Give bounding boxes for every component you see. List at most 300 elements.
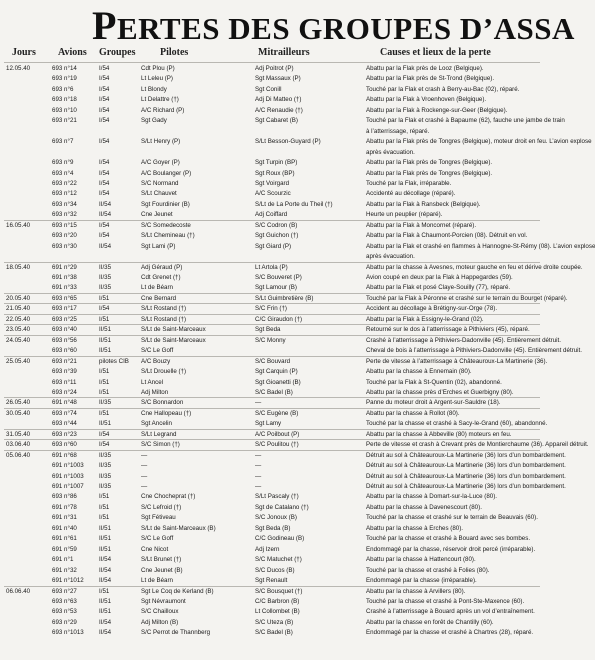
cell-cause: Abattu par la chasse à Erches (80). xyxy=(366,524,463,532)
cell-groupe: II/54 xyxy=(99,629,112,637)
cell-groupe: II/35 xyxy=(99,399,112,407)
cell-cause: Détruit au sol à Châteauroux-La Martinerie (36) lors d’un bombardement. xyxy=(366,462,566,470)
table-row xyxy=(0,357,548,366)
cell-groupe: I/54 xyxy=(99,117,110,125)
cell-mitrailleur: Sgt Voirgard xyxy=(255,179,290,187)
cell-cause: Abattu par la Flak à Vroenhoven (Belgique). xyxy=(366,96,487,104)
cell-avion: 691 n°32 xyxy=(52,566,77,574)
cell-cause: Détruit au sol à Châteauroux-La Martinerie (36) lors d’un bombardement. xyxy=(366,483,566,490)
cell-mitrailleur: S/C Bouvard xyxy=(255,357,291,365)
cell-pilote: Cne Jeunet (B) xyxy=(141,566,183,574)
cell-groupe: II/35 xyxy=(99,451,112,459)
cell-cause: Endommagé par la chasse, réservoir droit percé (irréparable). xyxy=(366,545,536,553)
cell-cause: Crashé à l’atterrissage à Pithiviers-Dadonville (45). Entièrement détruit. xyxy=(366,336,561,344)
cell-avion: 693 n°44 xyxy=(52,420,77,428)
cell-mitrailleur: S/C Matuchet (†) xyxy=(255,556,302,564)
cell-cause: Abattu par la Flak à Chaumont-Porcien (08). Détruit en vol. xyxy=(366,232,528,240)
cell-pilote: Cdt Plou (P) xyxy=(141,65,175,72)
table-row xyxy=(0,95,540,104)
cell-pilote: Lt Delattre (†) xyxy=(141,96,179,104)
cell-groupe: I/54 xyxy=(99,221,110,229)
table-row xyxy=(0,388,540,397)
table-row xyxy=(0,367,540,376)
cell-cause: Touché par la Flak et crashé à Bapaume (62), fauche une jambe de train xyxy=(366,117,565,125)
cell-cause: Endommagé par la chasse et crashé à Chartres (28), réparé. xyxy=(366,629,534,637)
table-row xyxy=(0,576,540,585)
cell-mitrailleur: Adj Di Matteo (†) xyxy=(255,96,302,104)
cell-avion: 691 n°61 xyxy=(52,535,77,543)
cell-pilote: A/C Boulanger (P) xyxy=(141,169,192,177)
cell-date: 26.05.40 xyxy=(6,399,31,407)
cell-avion: 691 n°38 xyxy=(52,274,77,281)
cell-cause: Abattu par la Flak près de Looz (Belgique). xyxy=(366,65,484,72)
cell-avion: 693 n°10 xyxy=(52,106,77,114)
cell-avion: 693 n°6 xyxy=(52,85,74,93)
table-row xyxy=(0,346,582,355)
cell-mitrailleur: — xyxy=(255,399,262,407)
cell-cause: Touché par la Flak, irréparable. xyxy=(366,179,452,187)
cell-avion: 691 n°1003 xyxy=(52,472,84,480)
cell-pilote: — xyxy=(141,483,148,490)
cell-pilote: Adj Milton (B) xyxy=(141,618,179,626)
cell-avion: 693 n°17 xyxy=(52,305,77,313)
table-row xyxy=(0,492,540,501)
cell-avion: 691 n°68 xyxy=(52,451,77,459)
cell-cause: Abattu par la chasse à Arvillers (80). xyxy=(366,587,466,595)
table-row xyxy=(0,430,540,439)
cell-groupe: I/54 xyxy=(99,305,110,313)
cell-pilote: S/C Simon (†) xyxy=(141,441,180,449)
cell-cause: Abattu par la Flak à Rockenge-sur-Geer (Belgique). xyxy=(366,106,508,114)
cell-date: 25.05.40 xyxy=(6,357,31,365)
cell-groupe: I/54 xyxy=(99,96,110,104)
cell-pilote: Sgt Lami (P) xyxy=(141,242,176,250)
cell-avion: 693 n°86 xyxy=(52,493,77,501)
cell-pilote: S/C Le Goff xyxy=(141,535,174,543)
table-row xyxy=(0,618,540,627)
cell-pilote: S/Lt Rostand (†) xyxy=(141,305,187,313)
cell-cause: Détruit au sol à Châteauroux-La Martinerie (36) lors d’un bombardement. xyxy=(366,472,566,480)
table-row xyxy=(0,398,540,407)
cell-pilote: Lt Ancel xyxy=(141,378,164,386)
cell-avion: 691 n°33 xyxy=(52,284,77,292)
table-row xyxy=(0,534,540,543)
cell-pilote: — xyxy=(141,462,148,470)
cell-cause: Touché par la chasse et crashé sur le terrain de Beauvais (60). xyxy=(366,514,538,522)
table-row xyxy=(0,273,540,282)
cell-groupe: II/51 xyxy=(99,326,112,334)
cell-groupe: II/54 xyxy=(99,577,112,585)
cell-avion: 693 n°32 xyxy=(52,211,77,219)
cell-mitrailleur: Sgt Giard (P) xyxy=(255,242,292,250)
cell-mitrailleur: Sgt Beda xyxy=(255,326,281,334)
cell-mitrailleur: Sgt Roux (BP) xyxy=(255,169,295,177)
cell-mitrailleur: Lt Artola (P) xyxy=(255,263,288,271)
cell-groupe: I/51 xyxy=(99,368,110,376)
cell-cause: Abattu par la Flak à Ransbeck (Belgique). xyxy=(366,200,481,208)
cell-groupe: I/51 xyxy=(99,493,110,501)
cell-groupe: I/51 xyxy=(99,514,110,522)
cell-cause: Abattu par la chasse en forêt de Chantilly (60). xyxy=(366,618,494,626)
cell-groupe: I/51 xyxy=(99,503,110,511)
cell-pilote: S/Lt de Saint-Marceaux xyxy=(141,336,206,344)
cell-pilote: Cne Bernard xyxy=(141,294,177,302)
cell-mitrailleur: Sgt Lamy xyxy=(255,420,282,428)
cell-cause: Touché par la Flak et crash à Berry-au-Bac (02), réparé. xyxy=(366,85,520,93)
cell-mitrailleur: S/C Poulitou (†) xyxy=(255,441,299,449)
cell-avion: 691 n°29 xyxy=(52,263,77,271)
cell-pilote: A/C Goyer (P) xyxy=(141,159,180,167)
cell-groupe: I/54 xyxy=(99,106,110,114)
table-row xyxy=(0,74,540,83)
table-row xyxy=(0,513,540,522)
cell-groupe: II/51 xyxy=(99,608,112,616)
cell-avion: 693 n°29 xyxy=(52,618,77,626)
table-row xyxy=(0,566,540,575)
cell-mitrailleur: S/C Frin (†) xyxy=(255,305,287,313)
cell-avion: 693 n°23 xyxy=(52,430,77,438)
table-row xyxy=(0,137,592,146)
cell-groupe: I/54 xyxy=(99,85,110,93)
cell-cause: Accidenté au décollage (réparé). xyxy=(366,190,456,198)
table-row xyxy=(0,440,589,449)
cell-groupe: I/54 xyxy=(99,190,110,198)
cell-mitrailleur: S/C Monny xyxy=(255,336,286,344)
cell-mitrailleur: S/Lt Besson-Guyard (P) xyxy=(255,138,321,146)
cell-cause: après évacuation. xyxy=(366,148,415,156)
cell-groupe: II/54 xyxy=(99,556,112,564)
cell-mitrailleur: Adj Poitrot (P) xyxy=(255,65,294,72)
cell-groupe: II/51 xyxy=(99,336,112,344)
cell-cause: Accident au décollage à Brétigny-sur-Orge (78). xyxy=(366,305,498,313)
table-row xyxy=(0,158,540,167)
cell-cause: Abattu par la chasse à Ennemain (80). xyxy=(366,368,472,376)
cell-groupe: II/35 xyxy=(99,483,112,490)
cell-pilote: Lt de Béarn xyxy=(141,284,173,292)
cell-cause: Abattu par la Flak à Moncornet (réparé). xyxy=(366,221,477,229)
cell-groupe: II/35 xyxy=(99,284,112,292)
cell-mitrailleur: C/C Godineau (B) xyxy=(255,535,305,543)
cell-date: 18.05.40 xyxy=(6,263,31,271)
cell-cause: Abattu par la Flak près de Tongres (Belgique). xyxy=(366,159,493,167)
cell-groupe: II/54 xyxy=(99,200,112,208)
cell-pilote: S/Lt Henry (P) xyxy=(141,138,181,146)
cell-pilote: Cne Chocheprat (†) xyxy=(141,493,196,501)
cell-cause: Abattu par la Flak près de Tongres (Belgique). xyxy=(366,169,493,177)
cell-groupe: I/51 xyxy=(99,315,110,323)
table-row xyxy=(0,148,540,157)
cell-mitrailleur: A/C Renaudie (†) xyxy=(255,106,303,114)
cell-cause: Abattu par la chasse près d’Erches et Guerbigny (80). xyxy=(366,388,514,396)
cell-mitrailleur: A/C Scourzic xyxy=(255,190,291,198)
cell-date: 22.05.40 xyxy=(6,315,31,323)
header-pilote: Pilotes xyxy=(160,47,189,58)
cell-groupe: II/51 xyxy=(99,524,112,532)
table-row xyxy=(0,378,540,387)
cell-mitrailleur: S/C Uteza (B) xyxy=(255,618,294,626)
cell-groupe: I/54 xyxy=(99,159,110,167)
cell-cause: Touché par la Flak à St-Quentin (02), abandonné. xyxy=(366,378,502,386)
cell-pilote: S/Lt de Saint-Marceaux xyxy=(141,326,206,334)
cell-cause: Crashé à l’atterrissage à Bouard après un vol d’entraînement. xyxy=(366,608,535,616)
table-row xyxy=(0,116,565,125)
header-avion: Avions xyxy=(58,47,87,58)
table-row xyxy=(0,252,540,261)
cell-date: 30.05.40 xyxy=(6,409,31,417)
cell-avion: 693 n°1013 xyxy=(52,629,84,637)
table-row xyxy=(0,607,540,616)
cell-pilote: S/C Somedecoste xyxy=(141,221,191,229)
cell-mitrailleur: S/C Bouveret (P) xyxy=(255,274,302,281)
cell-mitrailleur: Lt Collombet (B) xyxy=(255,608,300,616)
cell-cause: Heurte un peuplier (réparé). xyxy=(366,211,443,219)
cell-pilote: Sgt Gady xyxy=(141,117,167,125)
cell-groupe: II/35 xyxy=(99,263,112,271)
header-mitrailleur: Mitrailleurs xyxy=(258,47,310,58)
cell-cause: Abattu par la Flak et crashé en flammes à Hannogne-St-Rémy (08). L’avion explose xyxy=(366,242,595,250)
table-row xyxy=(0,283,540,292)
cell-mitrailleur: S/C Bousquet (†) xyxy=(255,587,303,595)
table-row xyxy=(0,482,566,491)
cell-cause: Abattu par la chasse à Abbeville (80) moteurs en feu. xyxy=(366,430,512,438)
cell-cause: Abattu par la Flak et posé Claye-Souilly (77), réparé. xyxy=(366,284,511,292)
cell-mitrailleur: S/C Ducos (B) xyxy=(255,566,295,574)
cell-cause: Perte de vitesse et crash à Crevant près de Montierchaume (36). Appareil détruit. xyxy=(366,441,589,449)
cell-pilote: Cne Jeunet xyxy=(141,211,173,219)
cell-groupe: I/54 xyxy=(99,169,110,177)
cell-groupe: II/35 xyxy=(99,462,112,470)
cell-mitrailleur: Sgt Cabaret (B) xyxy=(255,117,298,125)
cell-groupe: I/54 xyxy=(99,232,110,240)
cell-mitrailleur: Adj Izern xyxy=(255,545,280,553)
cell-groupe: I/51 xyxy=(99,378,110,386)
table-row xyxy=(0,545,540,554)
cell-groupe: II/51 xyxy=(99,545,112,553)
cell-avion: 693 n°65 xyxy=(52,294,77,302)
table-row xyxy=(0,242,595,251)
cell-groupe: I/54 xyxy=(99,75,110,83)
cell-pilote: S/C Lefroid (†) xyxy=(141,503,182,511)
cell-date: 31.05.40 xyxy=(6,430,31,438)
cell-avion: 691 n°48 xyxy=(52,399,77,407)
cell-groupe: II/51 xyxy=(99,597,112,605)
header-divider xyxy=(4,62,540,63)
table-row xyxy=(0,555,540,564)
cell-avion: 693 n°53 xyxy=(52,608,77,616)
cell-pilote: Sgt Névraumont xyxy=(141,597,186,605)
table-row xyxy=(0,524,540,533)
cell-avion: 691 n°40 xyxy=(52,524,77,532)
cell-avion: 693 n°20 xyxy=(52,232,77,240)
cell-avion: 693 n°21 xyxy=(52,357,77,365)
page-title: PERTES DES GROUPES D’ASSA xyxy=(92,3,575,48)
cell-mitrailleur: S/Lt de La Porte du Theil (†) xyxy=(255,200,333,208)
cell-cause: Endommagé par la chasse (irréparable). xyxy=(366,577,477,585)
cell-mitrailleur: C/C Barbron (B) xyxy=(255,597,300,605)
cell-avion: 693 n°63 xyxy=(52,597,77,605)
cell-avion: 693 n°9 xyxy=(52,159,74,167)
cell-avion: 693 n°12 xyxy=(52,190,77,198)
cell-mitrailleur: Sgt Lamour (B) xyxy=(255,284,297,292)
cell-cause: Retourné sur le dos à l’atterrissage à Pithiviers (45), réparé. xyxy=(366,326,530,334)
cell-pilote: Sgt Fourdinier (B) xyxy=(141,200,190,208)
table-row xyxy=(0,294,568,303)
cell-mitrailleur: S/C Codron (B) xyxy=(255,221,298,229)
cell-date: 06.06.40 xyxy=(6,587,31,595)
table-row xyxy=(0,597,540,606)
cell-pilote: Sgt Ancelin xyxy=(141,420,172,428)
table-row xyxy=(0,336,561,345)
cell-avion: 693 n°18 xyxy=(52,96,77,104)
cell-pilote: S/Lt Chauvet xyxy=(141,190,177,198)
cell-avion: 693 n°34 xyxy=(52,200,77,208)
table-row xyxy=(0,231,540,240)
cell-avion: 693 n°39 xyxy=(52,368,77,376)
table-row xyxy=(0,210,540,219)
cell-cause: Abattu par la chasse à Avesnes, moteur gauche en feu et dérive droite coupée. xyxy=(366,263,583,271)
header-cause: Causes et lieux de la perte xyxy=(380,47,491,58)
cell-groupe: I/54 xyxy=(99,179,110,187)
cell-avion: 693 n°19 xyxy=(52,75,77,83)
cell-groupe: I/54 xyxy=(99,65,110,72)
cell-avion: 693 n°60 xyxy=(52,441,77,449)
cell-pilote: S/Lt Drouelle (†) xyxy=(141,368,187,376)
cell-avion: 693 n°27 xyxy=(52,587,77,595)
cell-pilote: A/C Richard (P) xyxy=(141,106,185,114)
cell-groupe: II/51 xyxy=(99,535,112,543)
cell-avion: 693 n°11 xyxy=(52,378,77,386)
header-groupe: Groupes xyxy=(99,47,136,58)
cell-avion: 691 n°1 xyxy=(52,556,74,564)
table-row xyxy=(0,503,540,512)
cell-pilote: S/Lt Rostand (†) xyxy=(141,315,187,323)
cell-mitrailleur: — xyxy=(255,483,262,490)
cell-mitrailleur: Sgt Conill xyxy=(255,85,282,93)
cell-mitrailleur: S/C Badel (B) xyxy=(255,388,293,396)
cell-pilote: Sgt Le Coq de Kerland (B) xyxy=(141,587,214,595)
cell-avion: 691 n°31 xyxy=(52,514,77,522)
cell-cause: Touché par la chasse et crashé à Pont-Ste-Maxence (60). xyxy=(366,597,525,605)
cell-pilote: S/Lt de Saint-Marceaux (B) xyxy=(141,524,216,532)
cell-mitrailleur: Sgt Guichon (†) xyxy=(255,232,299,240)
cell-mitrailleur: Sgt Renault xyxy=(255,577,288,585)
table-row xyxy=(0,451,566,460)
cell-cause: Abattu par la Flak près de Tongres (Belgique), moteur droit en feu. L’avion explose xyxy=(366,138,592,146)
cell-cause: Abattu par la chasse à Domart-sur-la-Luce (80). xyxy=(366,493,498,501)
cell-mitrailleur: S/Lt Pascaly (†) xyxy=(255,493,299,501)
cell-mitrailleur: S/C Badel (B) xyxy=(255,629,293,637)
cell-avion: 691 n°59 xyxy=(52,545,77,553)
cell-groupe: II/51 xyxy=(99,420,112,428)
cell-avion: 691 n°78 xyxy=(52,503,77,511)
cell-cause: Touché par la chasse et crashé à Sacy-le-Grand (60), abandonné. xyxy=(366,420,548,428)
table-row xyxy=(0,169,540,178)
table-row xyxy=(0,304,540,313)
cell-cause: après évacuation. xyxy=(366,253,415,261)
header-date: Jours xyxy=(12,47,36,58)
cell-date: 16.05.40 xyxy=(6,221,31,229)
cell-groupe: I/54 xyxy=(99,430,110,438)
cell-mitrailleur: Sgt de Catalano (†) xyxy=(255,503,309,511)
cell-cause: Panne du moteur droit à Argent-sur-Sauldre (18). xyxy=(366,399,501,407)
cell-avion: 693 n°15 xyxy=(52,221,77,229)
cell-pilote: Cdt Grenet (†) xyxy=(141,274,181,281)
table-row xyxy=(0,419,548,428)
table-row xyxy=(0,85,540,94)
cell-mitrailleur: C/C Giraudon (†) xyxy=(255,315,303,323)
cell-cause: Abattu par la Flak à Essigny-le-Grand (02). xyxy=(366,315,484,323)
table-row xyxy=(0,409,540,418)
table-row xyxy=(0,200,540,209)
cell-groupe: I/51 xyxy=(99,294,110,302)
table-row xyxy=(0,179,540,188)
cell-mitrailleur: Sgt Turpin (BP) xyxy=(255,159,298,167)
cell-pilote: S/C Le Goff xyxy=(141,347,174,355)
cell-mitrailleur: S/C Eugène (B) xyxy=(255,409,299,417)
cell-mitrailleur: — xyxy=(255,451,262,459)
cell-pilote: — xyxy=(141,472,148,480)
cell-mitrailleur: Sgt Gioanetti (B) xyxy=(255,378,301,386)
cell-mitrailleur: S/Lt Guimbretière (B) xyxy=(255,294,314,302)
cell-mitrailleur: Adj Coiffard xyxy=(255,211,288,219)
table-row xyxy=(0,628,540,637)
cell-pilote: Adj Milton xyxy=(141,388,169,396)
cell-cause: Touché par la Flak à Péronne et crashé sur le terrain du Bourget (réparé). xyxy=(366,294,568,302)
cell-groupe: I/51 xyxy=(99,587,110,595)
table-row xyxy=(0,127,540,136)
cell-cause: Touché par la chasse et crashé à Folies (80). xyxy=(366,566,490,574)
cell-groupe: I/54 xyxy=(99,441,110,449)
cell-date: 20.05.40 xyxy=(6,294,31,302)
cell-cause: Avion coupé en deux par la Flak à Happegardes (59). xyxy=(366,274,513,281)
table-row xyxy=(0,472,566,481)
cell-cause: Abattu par la chasse à Rollot (80). xyxy=(366,409,460,417)
cell-pilote: — xyxy=(141,451,148,459)
cell-date: 23.05.40 xyxy=(6,326,31,334)
cell-cause: Abattu par la Flak près de St-Trond (Belgique). xyxy=(366,75,495,83)
cell-avion: 693 n°40 xyxy=(52,326,77,334)
cell-avion: 691 n°1003 xyxy=(52,462,84,470)
cell-pilote: S/C Normand xyxy=(141,179,179,187)
table-row xyxy=(0,461,566,470)
cell-avion: 693 n°7 xyxy=(52,138,74,146)
cell-pilote: S/Lt Brunet (†) xyxy=(141,556,182,564)
cell-avion: 693 n°74 xyxy=(52,409,77,417)
cell-mitrailleur: S/C Jonoux (B) xyxy=(255,514,297,522)
cell-pilote: Cne Nicot xyxy=(141,545,169,553)
cell-avion: 693 n°14 xyxy=(52,65,77,72)
cell-date: 24.05.40 xyxy=(6,336,31,344)
cell-groupe: II/51 xyxy=(99,347,112,355)
cell-pilote: Adj Géraud (P) xyxy=(141,263,183,271)
cell-date: 12.05.40 xyxy=(6,65,31,72)
cell-avion: 693 n°22 xyxy=(52,179,77,187)
cell-pilote: S/C Perrot de Thannberg xyxy=(141,629,211,637)
cell-pilote: Cne Hallopeau (†) xyxy=(141,409,192,417)
cell-avion: 693 n°56 xyxy=(52,336,77,344)
table-row xyxy=(0,189,540,198)
cell-avion: 691 n°1007 xyxy=(52,483,84,490)
cell-cause: Abattu par la chasse à Davenescourt (80). xyxy=(366,503,482,511)
cell-pilote: Lt Blondy xyxy=(141,85,167,93)
cell-avion: 693 n°21 xyxy=(52,117,77,125)
cell-groupe: I/54 xyxy=(99,138,110,146)
cell-avion: 693 n°60 xyxy=(52,347,77,355)
cell-mitrailleur: Sgt Carquin (P) xyxy=(255,368,298,376)
cell-groupe: I/51 xyxy=(99,409,110,417)
cell-cause: Détruit au sol à Châteauroux-La Martinerie (36) lors d’un bombardement. xyxy=(366,451,566,459)
table-row xyxy=(0,315,540,324)
